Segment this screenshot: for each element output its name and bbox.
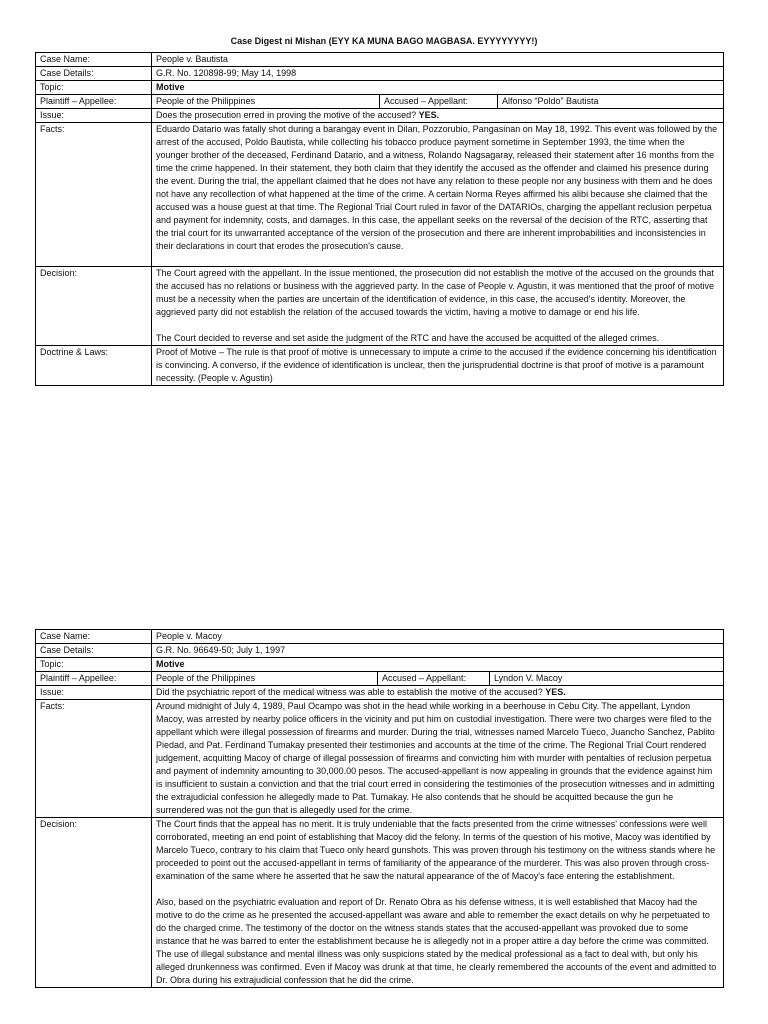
value-decision [152, 818, 724, 988]
label-accused: Accused – Appellant: [378, 672, 490, 686]
label-case-name: Case Name: [36, 53, 152, 67]
row-topic [36, 658, 724, 672]
label-issue: Issue: [36, 686, 152, 700]
issue-answer: YES. [545, 687, 566, 697]
row-case-name [36, 630, 724, 644]
case-table-bautista [35, 52, 724, 386]
value-case-name: People v. Bautista [152, 53, 724, 67]
label-facts: Facts: [36, 123, 152, 267]
row-doctrine [36, 346, 724, 386]
value-issue [152, 686, 724, 700]
value-issue [152, 109, 724, 123]
label-doctrine: Doctrine & Laws: [36, 346, 152, 386]
row-facts [36, 700, 724, 818]
value-topic: Motive [152, 658, 724, 672]
value-doctrine: Proof of Motive – The rule is that proof of motive is unnecessary to impute a crime to the accused if the evidence concerning his identification is convincing. A converso, if the evidence of identification is unclear, then the jurisprudential doctrine is that proof of motive is a paramount necessity. (People v. Agustin) [152, 346, 724, 386]
value-case-details: G.R. No. 96649-50; July 1, 1997 [152, 644, 724, 658]
label-facts: Facts: [36, 700, 152, 818]
row-parties [36, 95, 724, 109]
value-plaintiff: People of the Philippines [152, 672, 378, 686]
label-issue: Issue: [36, 109, 152, 123]
value-plaintiff: People of the Philippines [152, 95, 380, 109]
label-plaintiff: Plaintiff – Appellee: [36, 95, 152, 109]
row-topic [36, 81, 724, 95]
value-case-name: People v. Macoy [152, 630, 724, 644]
row-decision [36, 818, 724, 988]
row-issue [36, 686, 724, 700]
issue-answer: YES. [418, 110, 440, 120]
document-title: Case Digest ni Mishan (EYY KA MUNA BAGO MAGBASA. EYYYYYYYY!) [230, 36, 538, 46]
label-case-details: Case Details: [36, 67, 152, 81]
issue-question: Did the psychiatric report of the medical witness was able to establish the motive of the accused? [156, 687, 546, 697]
value-facts: Eduardo Datario was fatally shot during a barangay event in Dilan, Pozzorubio, Pangasinan on May 18, 1992. This event was followed by the arrest of the accused, Poldo Bautista, while collecting his tobacco produce payment sometime in September 1993, the time when the younger brother of the deceased, Ferdinand Datario, and a witness, Rolando Nagsagaray, released their statement after 16 months from the time the crime happened. In their statement, they both claim that they identify the accused as the offender and claimed his presence during the event. During the trial, the appellant claimed that he does not have any relation to these people nor any business with them and he does not have any recollection of what happened at the time of the crime. A certain Norma Reyes affirmed his alibi because she claimed that the accused was a house guest at that time. The Regional Trial Court ruled in favor of the DATARIOs, charging the appellant reclusion perpetua and payment for indemnity, costs, and damages. In this case, the appellant seeks on the reversal of the decision of the RTC, asserting that the trial court for its unwarranted acceptance of the version of the prosecution and there are inherent improbabilities and inconsistencies in their declarations in court that erodes the prosecution's cause. [152, 123, 724, 267]
decision-paragraph: The Court finds that the appeal has no merit. It is truly undeniable that the facts presented from the crime witnesses' confessions were well corroborated, meeting an end point of establishing that Macoy did the felony. In terms of the question of his motive, Macoy was identified by Marcelo Tueco, contrary to his claim that Tueco only heard gunshots. This was proven through his testimony on the witness stands where he proceeded to point out the accused-appellant in terms of familiarity of the appearance of the murderer. This was also proven through cross-examination of the same where he asserted that he saw the natural appearance of the of Macoy's face entering the establishment. [156, 819, 716, 881]
issue-question: Does the prosecution erred in proving the motive of the accused? [156, 110, 419, 120]
value-facts: Around midnight of July 4, 1989, Paul Ocampo was shot in the head while working in a beerhouse in Cebu City. The appellant, Lyndon Macoy, was arrested by nearby police officers in the vicinity and put him on custodial investigation. There were two charges were filed to the appellant which were illegal possession of firearms and murder. During the trial, witnesses named Marcelo Tueco, Juancho Sanchez, Pablito Piedad, and Pat. Ferdinand Tumakay presented their testimonies and accounts at the time of the crime. The Regional Trial Court rendered judgement, acquitting Macoy of charge of illegal possession of firearms and convicting him with murder with pentalties of reclusion perpetua and payment of indemnity amounting to 30,000.00 pesos. The accused-appellant is now appealing in grounds that the evidence against him is insufficient to sustain a conviction and that the trial court erred in considering the testimonies of the prosecution witnesses and in admitting the extrajudicial confession he allegedly made to Pat. Tumakay. He also contends that he should be acquitted because the gun he surrendered was not the gun that is allegedly used for the crime. [152, 700, 724, 818]
label-decision: Decision: [36, 818, 152, 988]
row-issue [36, 109, 724, 123]
label-plaintiff: Plaintiff – Appellee: [36, 672, 152, 686]
label-accused: Accused – Appellant: [380, 95, 498, 109]
row-parties [36, 672, 724, 686]
row-facts [36, 123, 724, 267]
row-decision [36, 267, 724, 346]
decision-paragraph: The Court agreed with the appellant. In the issue mentioned, the prosecution did not establish the motive of the accused on the grounds that the accused has no relations or business with the aggrieved party. In the case of People v. Agustin, it was mentioned that the proof of motive must be a necessity when the parties are uncertain of the identification of evidence, in this case, the accused's identity. Moreover, the aggrieved party did not establish the relation of the accused towards the victim, having a motive to damage or end his life. [156, 268, 714, 317]
value-accused: Lyndon V. Macoy [490, 672, 724, 686]
row-case-name [36, 53, 724, 67]
label-case-details: Case Details: [36, 644, 152, 658]
decision-paragraph: The Court decided to reverse and set aside the judgment of the RTC and have the accused be acquitted of the alleged crimes. [156, 333, 660, 343]
label-topic: Topic: [36, 658, 152, 672]
value-accused: Alfonso “Poldo” Bautista [498, 95, 724, 109]
case-table-macoy [35, 629, 724, 988]
value-case-details: G.R. No. 120898-99; May 14, 1998 [152, 67, 724, 81]
label-case-name: Case Name: [36, 630, 152, 644]
decision-paragraph: Also, based on the psychiatric evaluation and report of Dr. Renato Obra as his defense witness, it is well established that Macoy had the motive to do the crime as he presented the accused-appellant was aware and able to remember the exact details on why he perpetuated to do the charged crime. The testimony of the doctor on the witness stands states that the accused-appellant was provoked due to some instance that he was barred to enter the establishment because he is allegedly not in a proper attire a day before the crime was committed. The use of illegal substance and mental illness was only suspicions stated by the medical professional as a fact to deal with, but only his alleged drunkenness was confirmed. Even if Macoy was drunk at that time, he clearly remembered the accounts of the event and admitted to Dr. Obra during his extrajudicial confession that he did the crime. [156, 897, 717, 985]
label-topic: Topic: [36, 81, 152, 95]
row-case-details [36, 67, 724, 81]
row-case-details [36, 644, 724, 658]
value-decision [152, 267, 724, 346]
label-decision: Decision: [36, 267, 152, 346]
value-topic: Motive [152, 81, 724, 95]
